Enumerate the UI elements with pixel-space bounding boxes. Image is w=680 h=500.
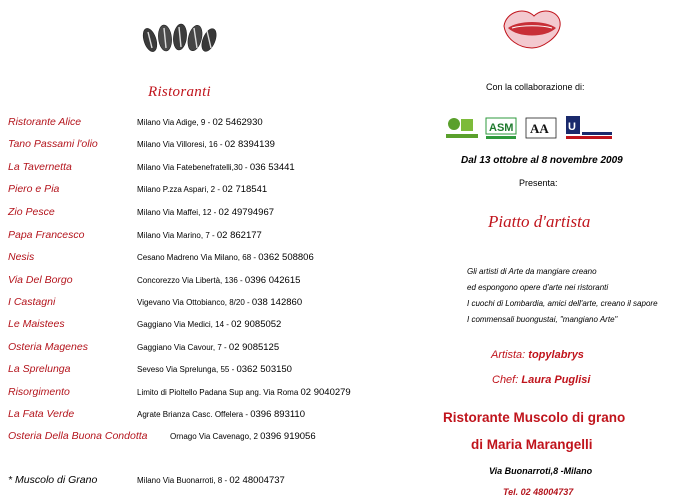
restaurant-address: Milano Via Villoresi, 16 - 02 8394139 <box>137 139 275 150</box>
list-item <box>0 341 340 359</box>
list-item <box>0 138 340 156</box>
sponsor-logos <box>442 112 614 144</box>
restaurant-owner: di Maria Marangelli <box>471 437 593 452</box>
restaurant-name: Osteria Della Buona Condotta <box>8 430 148 442</box>
artist-credit: Artista: topylabrys <box>491 349 584 361</box>
restaurant-address: Cesano Madreno Via Milano, 68 - 0362 508806 <box>137 252 314 263</box>
restaurant-address: Seveso Via Sprelunga, 55 - 0362 503150 <box>137 364 292 375</box>
list-item <box>0 229 340 247</box>
list-item <box>0 363 340 381</box>
svg-text:ASM: ASM <box>489 122 514 134</box>
list-item <box>0 408 340 426</box>
list-item <box>0 296 340 314</box>
restaurant-name: Papa Francesco <box>8 229 85 241</box>
restaurant-address: Gaggiano Via Medici, 14 - 02 9085052 <box>137 319 282 330</box>
restaurant-name: Osteria Magenes <box>8 341 88 353</box>
restaurant-name: Tano Passami l'olio <box>8 138 98 150</box>
list-item <box>0 116 340 134</box>
svg-text:U: U <box>568 121 576 133</box>
restaurant-address: Vigevano Via Ottobianco, 8/20 - 038 142860 <box>137 297 303 308</box>
poem-line: I cuochi di Lombardia, amici dell'arte, creano il sapore <box>467 299 658 308</box>
list-item <box>0 206 340 224</box>
poem-line: ed espongono opere d'arte nei ristoranti <box>467 283 609 292</box>
restaurant-address: Milano Via Fatebenefratelli,30 - 036 53441 <box>137 162 295 173</box>
restaurant-name: I Castagni <box>8 296 56 308</box>
restaurant-name: Via Del Borgo <box>8 274 73 286</box>
restaurant-name: Risorgimento <box>8 386 70 398</box>
list-item <box>0 183 340 201</box>
list-item <box>0 251 340 269</box>
poem-line: Gli artisti di Arte da mangiare creano <box>467 267 597 276</box>
presenta-label: Presenta: <box>519 178 558 188</box>
restaurant-address: Agrate Brianza Casc. Offelera - 0396 893110 <box>137 409 306 420</box>
restaurant-name: * Muscolo di Grano <box>8 474 98 486</box>
restaurant-address: Ornago Via Cavenago, 2 0396 919056 <box>170 431 316 442</box>
uu-logo <box>566 116 612 139</box>
event-title: Piatto d'artista <box>488 212 591 231</box>
restaurant-name: Zio Pesce <box>8 206 55 218</box>
sunflower-seeds-image <box>140 18 218 56</box>
list-item <box>0 161 340 179</box>
restaurant-address: Milano P.zza Aspari, 2 - 02 718541 <box>137 184 268 195</box>
restaurant-address: Gaggiano Via Cavour, 7 - 02 9085125 <box>137 342 280 353</box>
restaurant-name: Le Maistees <box>8 318 65 330</box>
featured-restaurant <box>0 474 340 492</box>
restaurant-name: Ristorante Alice <box>8 116 82 128</box>
list-item <box>0 318 340 336</box>
poem-line: I commensali buongustai, "mangiano Arte" <box>467 315 618 324</box>
restaurant-name: La Fata Verde <box>8 408 75 420</box>
restaurant-address: Milano Via Buonarroti, 8 - 02 48004737 <box>137 475 285 486</box>
restaurant-address: Limito di Pioltello Padana Sup ang. Via Roma 02 9040279 <box>137 387 351 398</box>
restaurant-address: Milano Via Adige, 9 - 02 5462930 <box>137 117 263 128</box>
restaurant-address: Milano Via Marino, 7 - 02 862177 <box>137 230 262 241</box>
restaurant-address: Concorezzo Via Libertà, 136 - 0396 042615 <box>137 275 301 286</box>
restaurant-name: La Tavernetta <box>8 161 72 173</box>
aa-logo <box>526 118 556 138</box>
arte-da-mangiare-logo <box>494 4 570 54</box>
restaurant-name: Nesis <box>8 251 35 263</box>
event-dates: Dal 13 ottobre al 8 novembre 2009 <box>461 155 623 166</box>
list-item <box>0 386 351 404</box>
centro-lombardia-logo <box>444 116 480 140</box>
restaurant-address-line: Via Buonarroti,8 -Milano <box>489 466 593 476</box>
restaurant-name: La Sprelunga <box>8 363 71 375</box>
list-item <box>0 430 340 448</box>
asm-logo <box>486 118 516 139</box>
restaurant-address: Milano Via Maffei, 12 - 02 49794967 <box>137 207 275 218</box>
collaboration-label: Con la collaborazione di: <box>486 82 585 92</box>
restaurant-phone: Tel. 02 48004737 <box>503 487 574 497</box>
chef-credit: Chef: Laura Puglisi <box>492 374 591 386</box>
section-title: Ristoranti <box>148 84 212 100</box>
restaurant-name: Piero e Pia <box>8 183 60 195</box>
restaurant-title: Ristorante Muscolo di grano <box>443 410 626 425</box>
list-item <box>0 274 340 292</box>
svg-text:AA: AA <box>530 121 549 136</box>
